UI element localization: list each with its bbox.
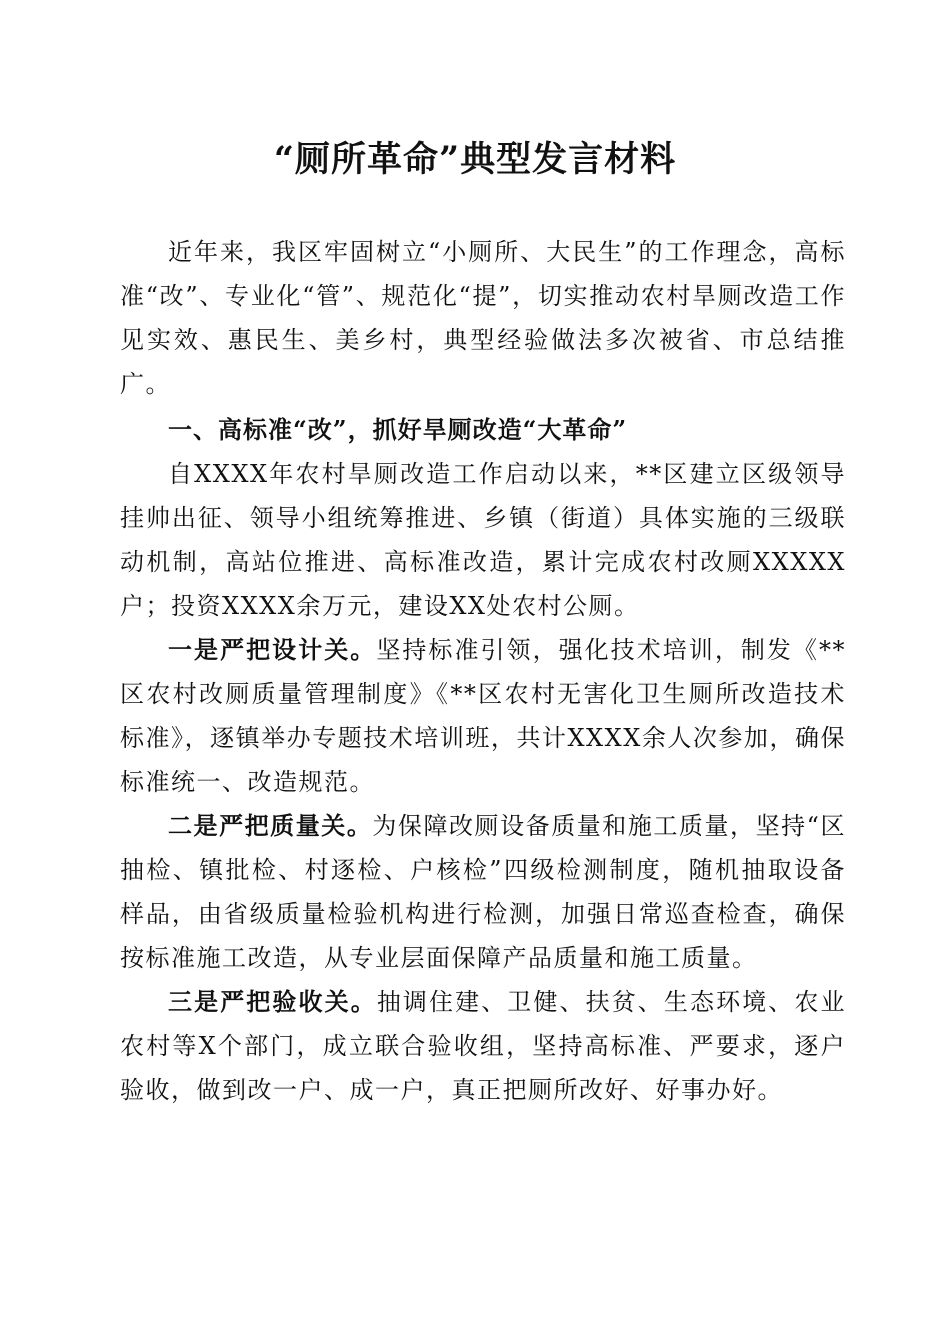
- point-2-body: 为保障改厕设备质量和施工质量，坚持“区抽检、镇批检、村逐检、户核检”四级检测制度，随机抽取设备样品，由省级质量检验机构进行检测，加强日常巡查检查，确保按标准施工改造，从专业层面保障产品质量和施工质量。: [120, 812, 846, 972]
- section-1-paragraph: 自XXXX年农村旱厕改造工作启动以来，**区建立区级领导挂帅出征、领导小组统筹推进、乡镇（街道）具体实施的三级联动机制，高站位推进、高标准改造，累计完成农村改厕XXXXX户；投资XXXX余万元，建设XX处农村公厕。: [120, 460, 846, 620]
- point-3-body: 抽调住建、卫健、扶贫、生态环境、农业农村等X个部门，成立联合验收组，坚持高标准、严要求，逐户验收，做到改一户、成一户，真正把厕所改好、好事办好。: [120, 988, 847, 1104]
- point-1-body: 坚持标准引领，强化技术培训，制发《**区农村改厕质量管理制度》《**区农村无害化卫生厕所改造技术标准》，逐镇举办专题技术培训班，共计XXXX余人次参加，确保标准统一、改造规范。: [120, 636, 847, 796]
- point-2-paragraph: [120, 804, 846, 980]
- point-3-paragraph: [120, 980, 846, 1112]
- point-2-lead: 二是严把质量关。: [168, 811, 373, 840]
- point-1-lead: 一是严把设计关。: [168, 635, 377, 664]
- point-1-paragraph: [120, 628, 846, 804]
- document-body: [120, 230, 846, 1112]
- document-title: “厕所革命”典型发言材料: [273, 139, 677, 180]
- intro-paragraph: 近年来，我区牢固树立“小厕所、大民生”的工作理念，高标准“改”、专业化“管”、规范化“提”，切实推动农村旱厕改造工作见实效、惠民生、美乡村，典型经验做法多次被省、市总结推广。: [120, 238, 846, 398]
- section-1-heading: 一、高标准“改”，抓好旱厕改造“大革命”: [168, 415, 628, 444]
- point-3-lead: 三是严把验收关。: [168, 987, 377, 1016]
